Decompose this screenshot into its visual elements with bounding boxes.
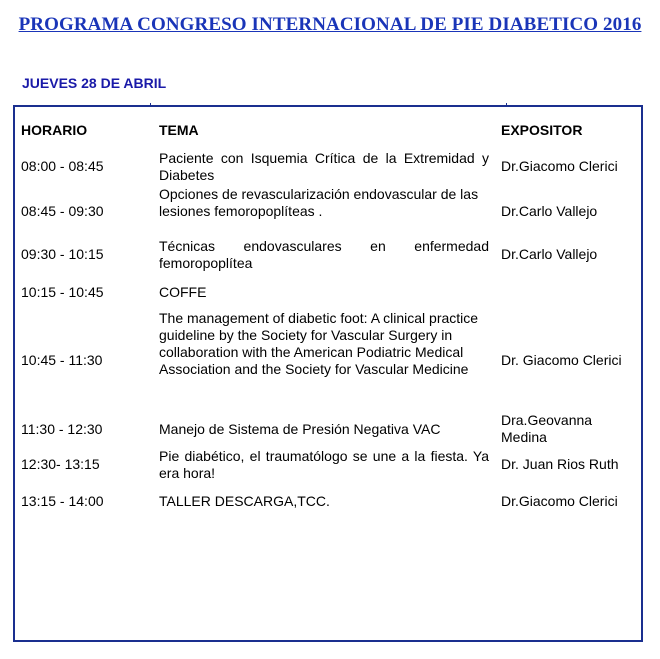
row-3-tema: Técnicas endovasculares en enfermedad femoropoplítea [159, 238, 489, 271]
header-expositor: EXPOSITOR [501, 122, 583, 138]
table-divider-mark [150, 103, 151, 107]
row-6-tema: Manejo de Sistema de Presión Negativa VAC [159, 421, 441, 437]
row-1-expositor: Dr.Giacomo Clerici [501, 158, 618, 174]
row-3-horario: 09:30 - 10:15 [21, 246, 104, 262]
row-8-tema: TALLER DESCARGA,TCC. [159, 493, 330, 509]
row-4-horario: 10:15 - 10:45 [21, 284, 104, 300]
header-horario: HORARIO [21, 122, 88, 138]
row-3-expositor: Dr.Carlo Vallejo [501, 246, 598, 262]
row-7-horario: 12:30- 13:15 [21, 456, 100, 472]
row-5-tema: The management of diabetic foot: A clinical practice guideline by the Society for Vascular Surgery in collaboration with the American Podiatric Medical Association and the Society for Vascular Medicine [159, 310, 479, 377]
header-tema: TEMA [159, 122, 199, 138]
row-2-tema: Opciones de revascularización endovascular de las lesiones femoropoplíteas . [159, 186, 479, 219]
row-2-expositor: Dr.Carlo Vallejo [501, 203, 598, 219]
row-6-expositor: Dra.Geovanna Medina [501, 412, 593, 445]
row-8-expositor: Dr.Giacomo Clerici [501, 493, 618, 509]
row-7-tema: Pie diabético, el traumatólogo se une a la fiesta. Ya era hora! [159, 448, 489, 481]
page-title: PROGRAMA CONGRESO INTERNACIONAL DE PIE DIABETICO 2016 [18, 14, 642, 35]
row-8-horario: 13:15 - 14:00 [21, 493, 104, 509]
row-1-horario: 08:00 - 08:45 [21, 158, 104, 174]
row-5-expositor: Dr. Giacomo Clerici [501, 352, 622, 368]
table-divider-mark [506, 103, 507, 107]
row-7-expositor: Dr. Juan Rios Ruth [501, 456, 619, 472]
row-5-horario: 10:45 - 11:30 [21, 352, 103, 368]
row-6-horario: 11:30 - 12:30 [21, 421, 103, 437]
row-1-tema: Paciente con Isquemia Crítica de la Extremidad y Diabetes [159, 150, 489, 183]
row-4-tema: COFFE [159, 284, 207, 300]
day-heading: JUEVES 28 DE ABRIL [22, 75, 167, 91]
row-2-horario: 08:45 - 09:30 [21, 203, 104, 219]
